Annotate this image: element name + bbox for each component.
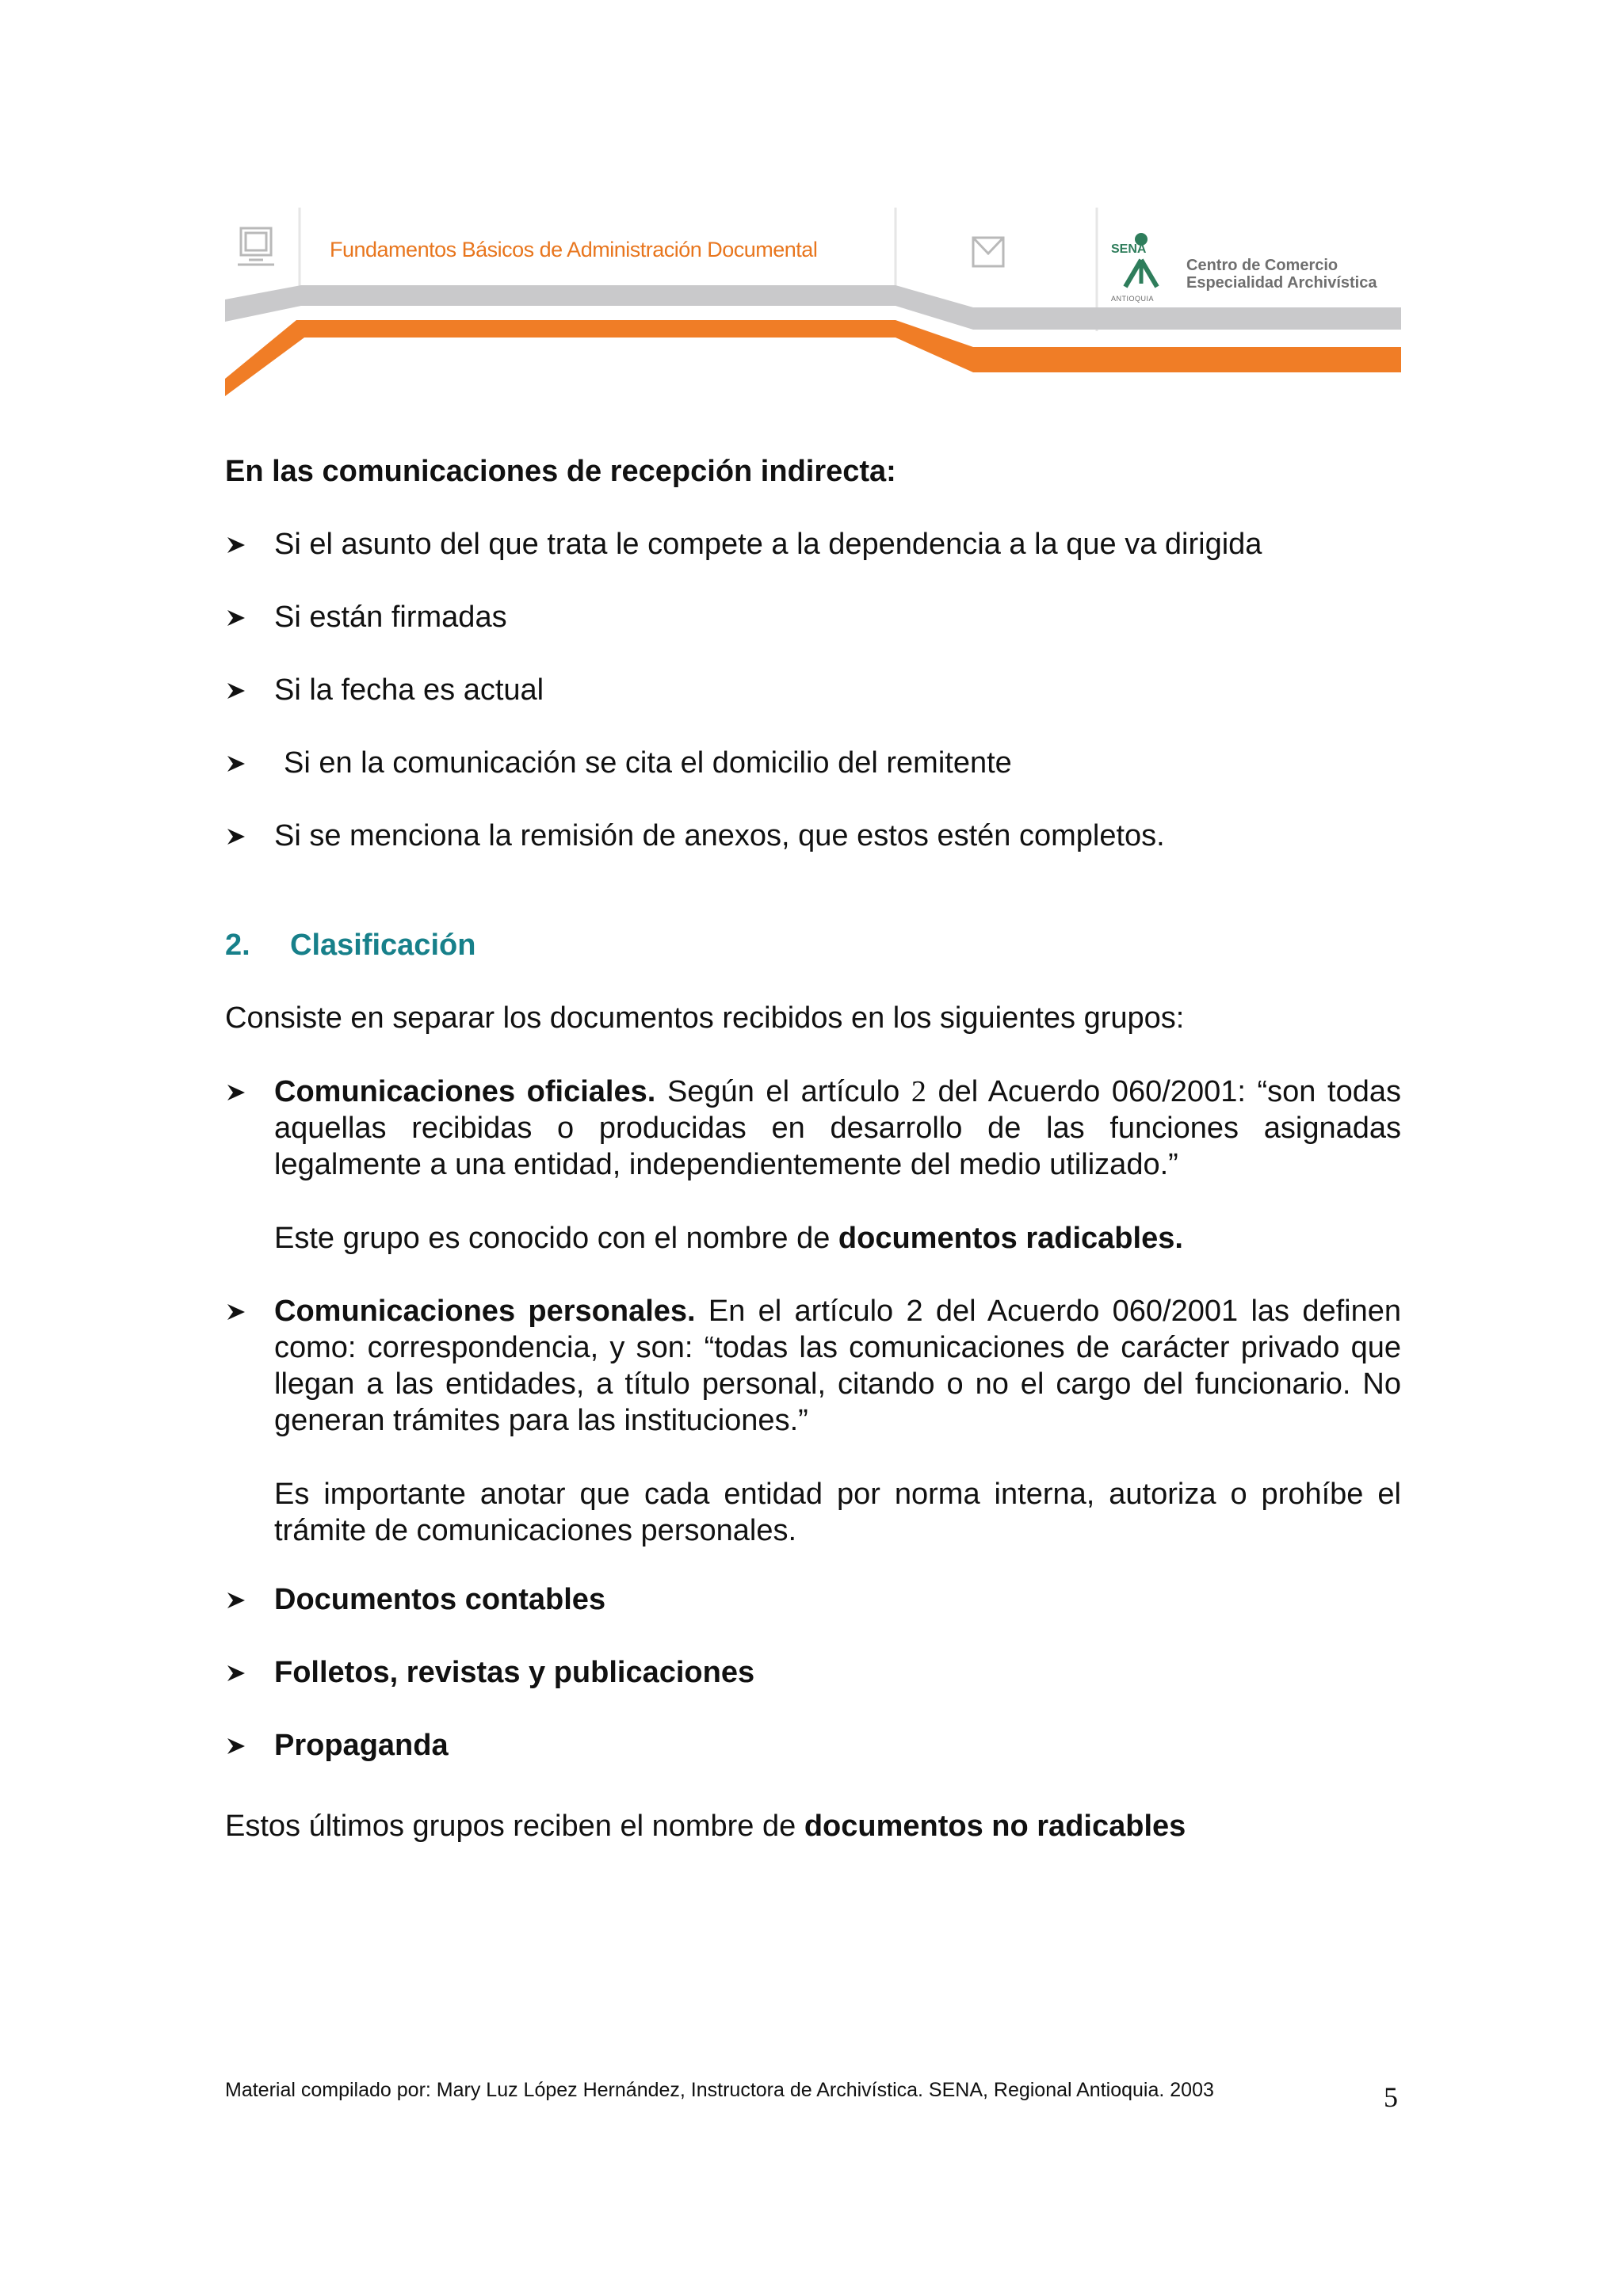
paragraph-text: del Acuerdo 060/2001: “son todas aquellas recibidas o producidas en desarrollo de las funciones asignadas legalmente a una entidad, independientemente del medio utilizado.”: [274, 1075, 1402, 1181]
term-no-radicables: documentos no radicables: [804, 1810, 1186, 1843]
envelope-icon: [973, 238, 1003, 266]
list-item: Si la fecha es actual: [274, 673, 544, 707]
paragraph-text: En el artículo 2 del Acuerdo 060/2001 las definen como: correspondencia, y son: “todas las comunicaciones de carácter privado que llegan a las entidades, a título personal, citando o no el cargo del funcionario. No generan trámites para las instituciones.”: [274, 1295, 1401, 1437]
sena-logo-text: SENA: [1111, 242, 1147, 256]
list-item: Si están firmadas: [274, 601, 507, 634]
arrow-bullet-icon: [225, 1727, 247, 1757]
paragraph-text: Según el artículo: [655, 1075, 911, 1108]
sena-logo-icon: [1125, 233, 1157, 287]
center-name-line1: Centro de Comercio: [1186, 257, 1338, 274]
list-item: Si se menciona la remisión de anexos, que estos estén completos.: [274, 819, 1165, 852]
group-item: Folletos, revistas y publicaciones: [274, 1656, 755, 1689]
note-text: Este grupo es conocido con el nombre de: [274, 1222, 838, 1255]
header-banner: [225, 204, 1401, 407]
section-heading: En las comunicaciones de recepción indirecta:: [225, 455, 896, 488]
arrow-bullet-icon: [225, 1074, 247, 1104]
closing-text: Estos últimos grupos reciben el nombre de: [225, 1810, 804, 1843]
arrow-bullet-icon: [225, 1293, 247, 1323]
page-number: 5: [1384, 2081, 1398, 2113]
list-item: Si el asunto del que trata le compete a la dependencia a la que va dirigida: [274, 528, 1262, 561]
closing-sentence: [225, 1808, 1186, 1844]
course-title: Fundamentos Básicos de Administración Documental: [330, 238, 818, 261]
center-name-line2: Especialidad Archivística: [1186, 274, 1377, 292]
arrow-bullet-icon: [225, 1581, 247, 1611]
section-intro: Consiste en separar los documentos recibidos en los siguientes grupos:: [225, 1001, 1185, 1035]
article-number: 2: [911, 1075, 926, 1108]
personales-note: Es importante anotar que cada entidad por norma interna, autoriza o prohíbe el trámite de comunicaciones personales.: [274, 1478, 1401, 1547]
oficiales-note: [274, 1220, 1183, 1257]
computer-icon: [238, 228, 274, 265]
arrow-bullet-icon: [225, 599, 247, 629]
paragraph-personales: [274, 1293, 1401, 1439]
sena-logo-subtext: ANTIOQUIA: [1111, 295, 1155, 303]
term-radicables: documentos radicables.: [838, 1222, 1183, 1255]
group-item: Documentos contables: [274, 1583, 606, 1616]
term-oficiales: Comunicaciones oficiales.: [274, 1075, 656, 1108]
paragraph-oficiales: [274, 1074, 1401, 1183]
footer-credit: Material compilado por: Mary Luz López Hernández, Instructora de Archivística. SENA, Regional Antioquia. 2003: [225, 2079, 1214, 2101]
banner-graphic: [225, 204, 1401, 407]
arrow-bullet-icon: [225, 1654, 247, 1684]
section-title: Clasificación: [290, 929, 476, 962]
arrow-bullet-icon: [225, 818, 247, 848]
list-item: Si en la comunicación se cita el domicilio del remitente: [284, 746, 1012, 780]
group-item: Propaganda: [274, 1729, 449, 1762]
arrow-bullet-icon: [225, 745, 247, 775]
arrow-bullet-icon: [225, 526, 247, 556]
section-number: 2.: [225, 929, 250, 962]
term-personales: Comunicaciones personales.: [274, 1295, 696, 1328]
arrow-bullet-icon: [225, 672, 247, 702]
